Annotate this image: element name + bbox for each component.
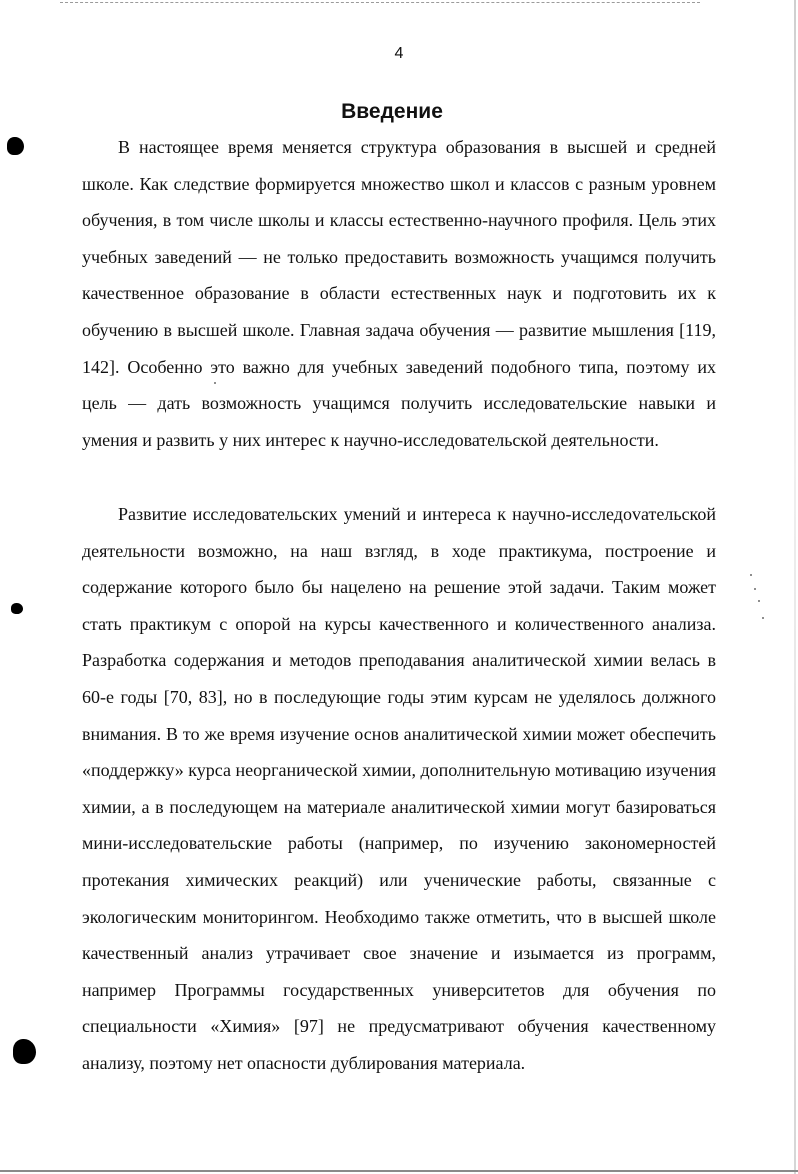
scan-speck bbox=[762, 617, 764, 619]
scan-speck bbox=[758, 600, 760, 602]
punch-hole-mark bbox=[11, 603, 23, 614]
scan-artifact-right bbox=[794, 0, 796, 1174]
punch-hole-mark bbox=[13, 1039, 36, 1064]
page-title: Введение bbox=[341, 100, 443, 124]
paragraph-practicum: Развитие исследовательских умений и интереса к научно-исследоvательской деятельности возможно, на наш взгляд, в ходе практикума, построение и содержание которого было бы нацелено на решение этой задачи. Таким может стать практикум с опорой на курсы качественного и количественного анализа. Разработка содержания и методов преподавания аналитической химии велась в 60-е годы [70, 83], но в последующие годы этим курсам не уделялось должного внимания. В то же время изучение основ аналитической химии может обеспечить «поддержку» курса неорганической химии, дополнительную мотивацию изучения химии, а в последующем на материале аналитической химии могут базироваться мини-исследовательские работы (например, по изучению закономерностей протекания химических реакций) или ученические работы, связанные с экологическим мониторингом. Необходимо также отметить, что в высшей школе качественный анализ утрачивает свое значение и изымается из программ, например Программы государственных университетов для обучения по специальности «Химия» [97] не предусматривают обучения качественному анализу, поэтому нет опасности дублирования материала. bbox=[82, 504, 716, 1073]
scan-artifact-bottom bbox=[0, 1170, 798, 1172]
paragraph-intro: В настоящее время меняется структура образования в высшей и средней школе. Как следствие формируется множество школ и классов с разным уровнем обучения, в том числе школы и классы естественно-научного профиля. Цель этих учебных заведений — не только предоставить возможность учащимся получить качественное образование в области естественных наук и подготовить их к обучению в высшей школе. Главная задача обучения — развитие мышления [119, 142]. Особенно это важно для учебных заведений подобного типа, поэтому их цель — дать возможность учащимся получить исследовательские навыки и умения и развить у них интерес к научно-исследовательской деятельности. bbox=[82, 137, 716, 450]
punch-hole-mark bbox=[7, 137, 24, 155]
scan-speck bbox=[750, 574, 752, 576]
page-number: 4 bbox=[394, 45, 404, 62]
scan-artifact-top bbox=[60, 2, 700, 3]
scan-speck bbox=[754, 588, 756, 590]
